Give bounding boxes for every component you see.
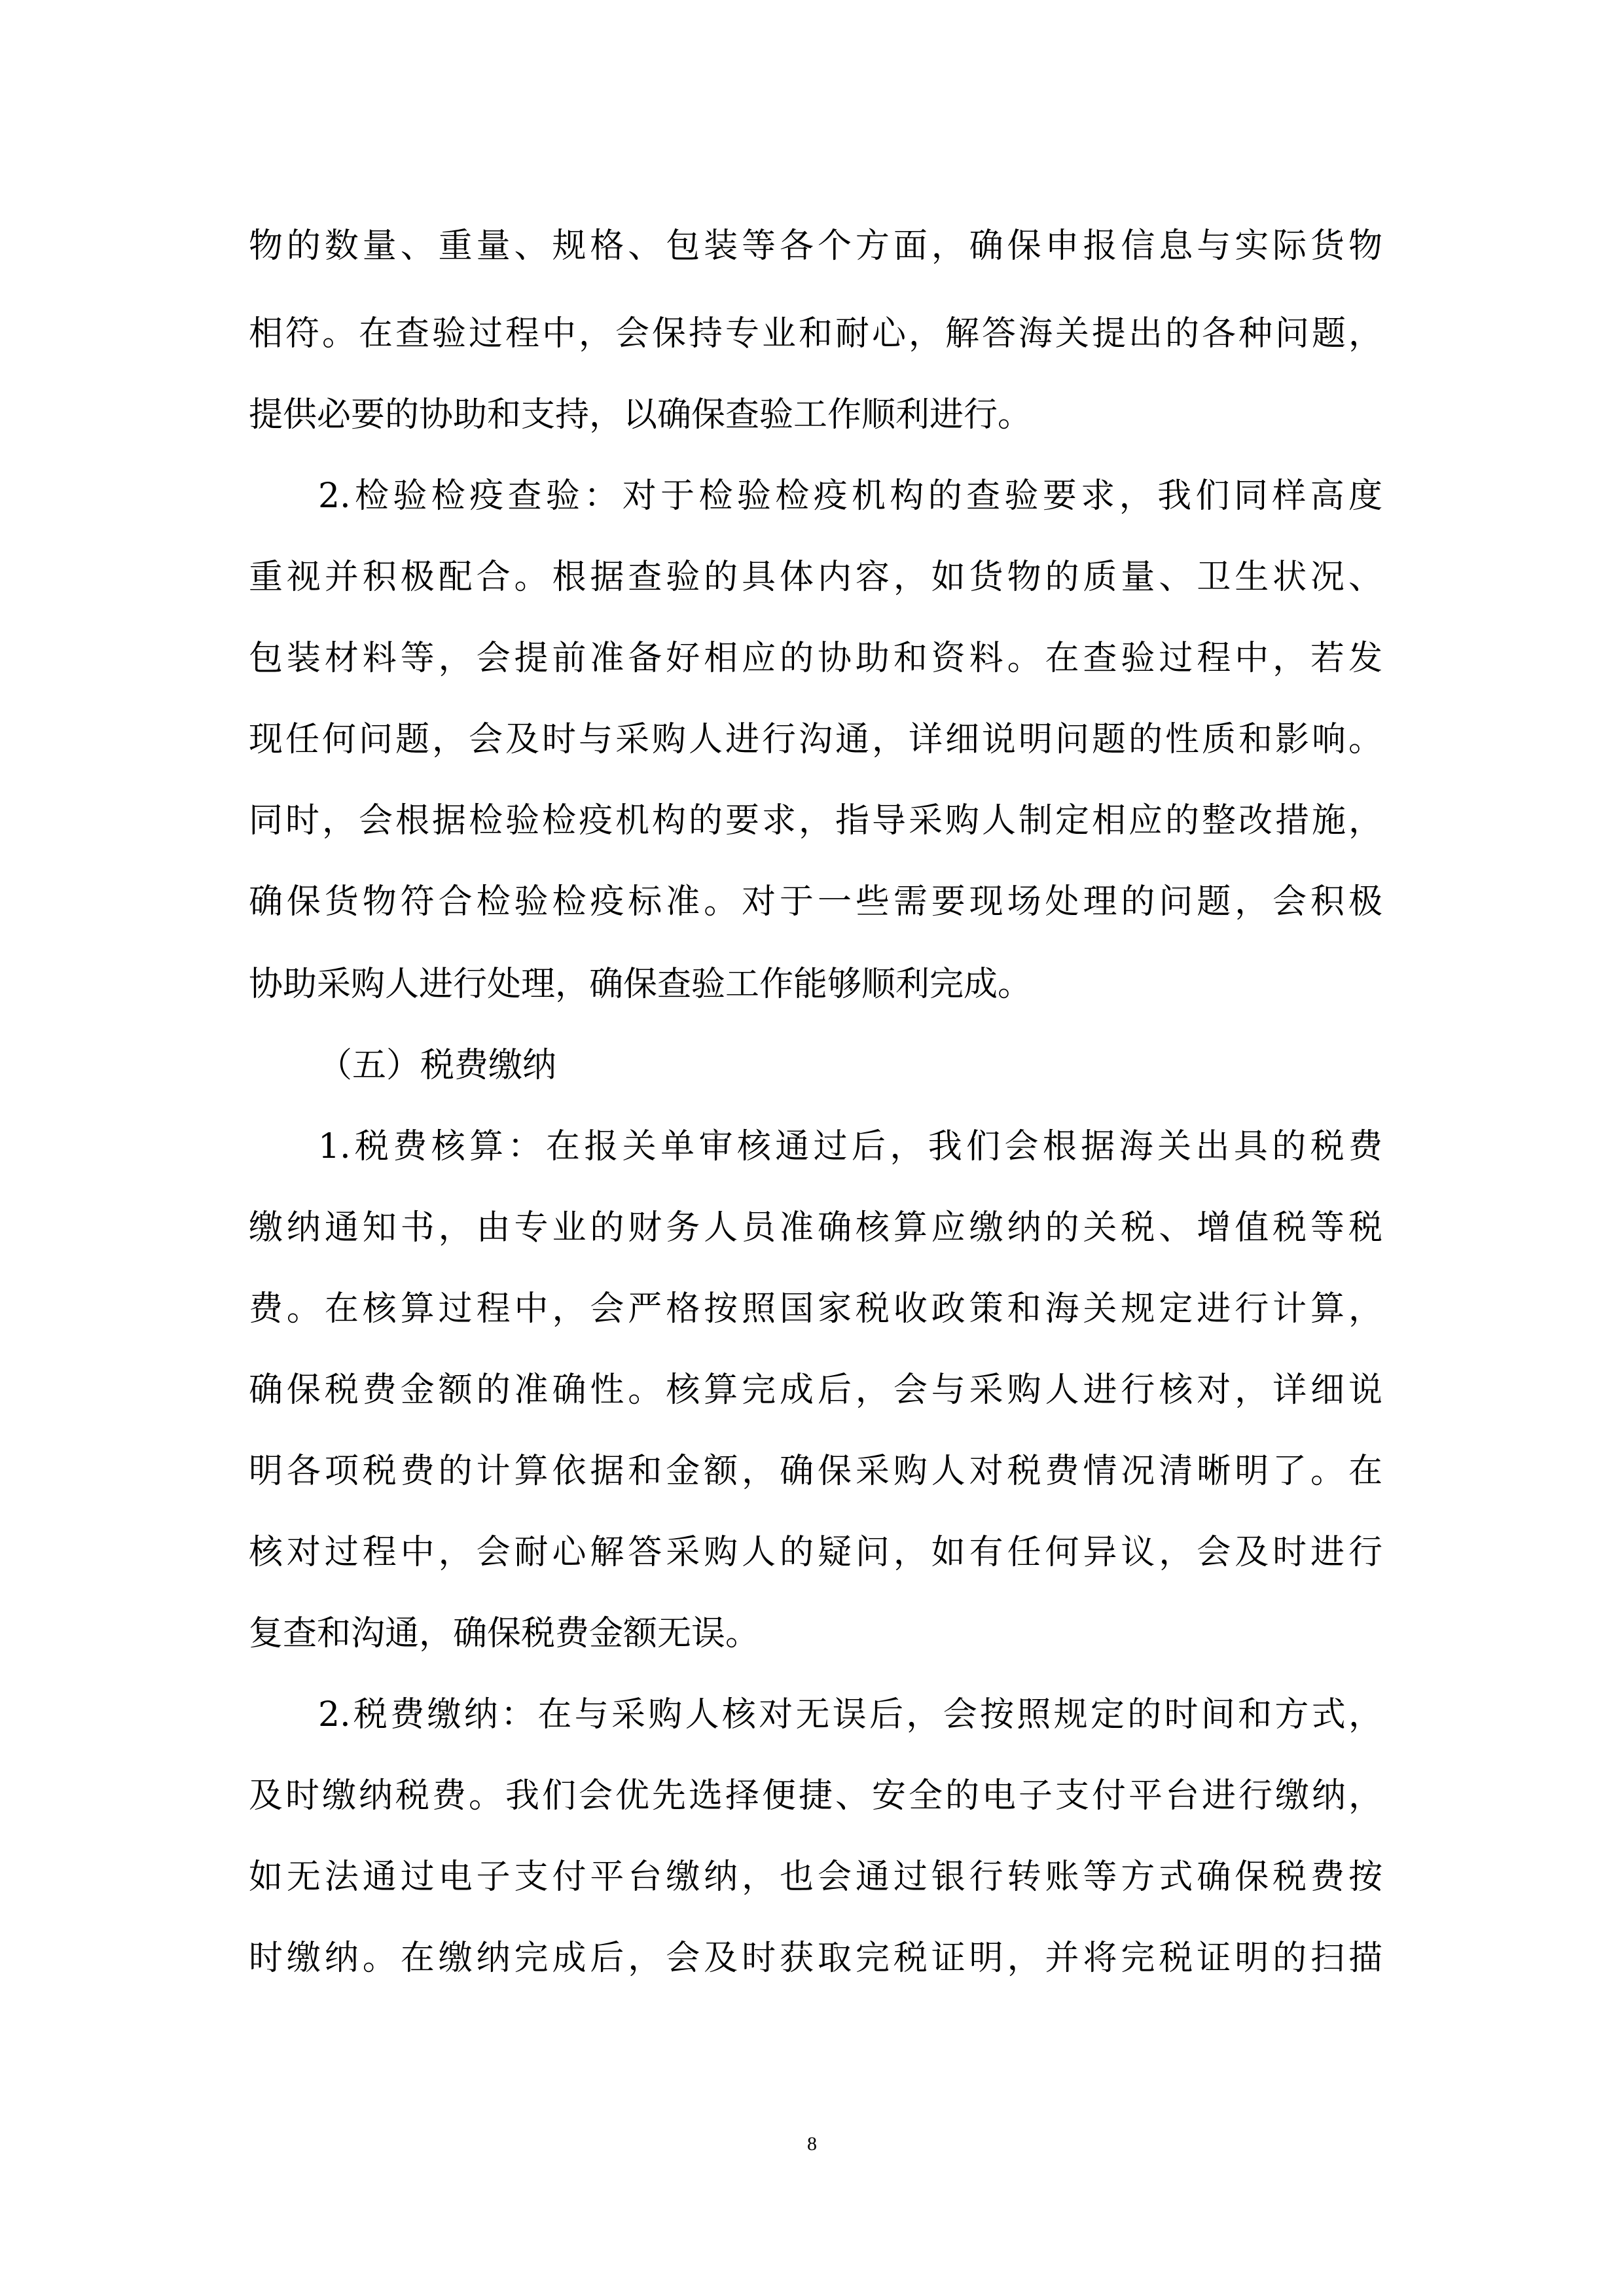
text-line: 提供必要的协助和支持，以确保查验工作顺利进行。 bbox=[249, 395, 1032, 435]
text-line: 1.税费核算：在报关单审核通过后，我们会根据海关出具的税费 bbox=[318, 1127, 1382, 1166]
text-line: 复查和沟通，确保税费金额无误。 bbox=[249, 1614, 760, 1653]
text-line: 相符。在查验过程中，会保持专业和耐心，解答海关提出的各种问题， bbox=[249, 314, 1382, 353]
section-heading: （五）税费缴纳 bbox=[318, 1046, 557, 1085]
text-line: 同时，会根据检验检疫机构的要求，指导采购人制定相应的整改措施， bbox=[249, 801, 1382, 840]
text-line: 确保货物符合检验检疫标准。对于一些需要现场处理的问题，会积极 bbox=[249, 882, 1382, 922]
text-line: 包装材料等，会提前准备好相应的协助和资料。在查验过程中，若发 bbox=[249, 639, 1382, 678]
text-line: 费。在核算过程中，会严格按照国家税收政策和海关规定进行计算， bbox=[249, 1289, 1382, 1329]
text-line: 现任何问题，会及时与采购人进行沟通，详细说明问题的性质和影响。 bbox=[249, 720, 1382, 759]
text-line: 2.检验检疫查验：对于检验检疫机构的查验要求，我们同样高度 bbox=[318, 476, 1382, 516]
text-line: 协助采购人进行处理，确保查验工作能够顺利完成。 bbox=[249, 965, 1032, 1004]
text-line: 明各项税费的计算依据和金额，确保采购人对税费情况清晰明了。在 bbox=[249, 1452, 1382, 1491]
text-line: 2.税费缴纳：在与采购人核对无误后，会按照规定的时间和方式， bbox=[318, 1695, 1382, 1734]
text-line: 确保税费金额的准确性。核算完成后，会与采购人进行核对，详细说 bbox=[249, 1371, 1382, 1410]
text-line: 核对过程中，会耐心解答采购人的疑问，如有任何异议，会及时进行 bbox=[249, 1533, 1382, 1572]
text-line: 缴纳通知书，由专业的财务人员准确核算应缴纳的关税、增值税等税 bbox=[249, 1208, 1382, 1247]
text-line: 如无法通过电子支付平台缴纳，也会通过银行转账等方式确保税费按 bbox=[249, 1857, 1382, 1897]
text-line: 及时缴纳税费。我们会优先选择便捷、安全的电子支付平台进行缴纳， bbox=[249, 1776, 1382, 1816]
text-line: 重视并积极配合。根据查验的具体内容，如货物的质量、卫生状况、 bbox=[249, 558, 1382, 597]
page-number: 8 bbox=[807, 2133, 817, 2155]
text-line: 时缴纳。在缴纳完成后，会及时获取完税证明，并将完税证明的扫描 bbox=[249, 1939, 1382, 1978]
text-line: 物的数量、重量、规格、包装等各个方面，确保申报信息与实际货物 bbox=[249, 226, 1382, 266]
